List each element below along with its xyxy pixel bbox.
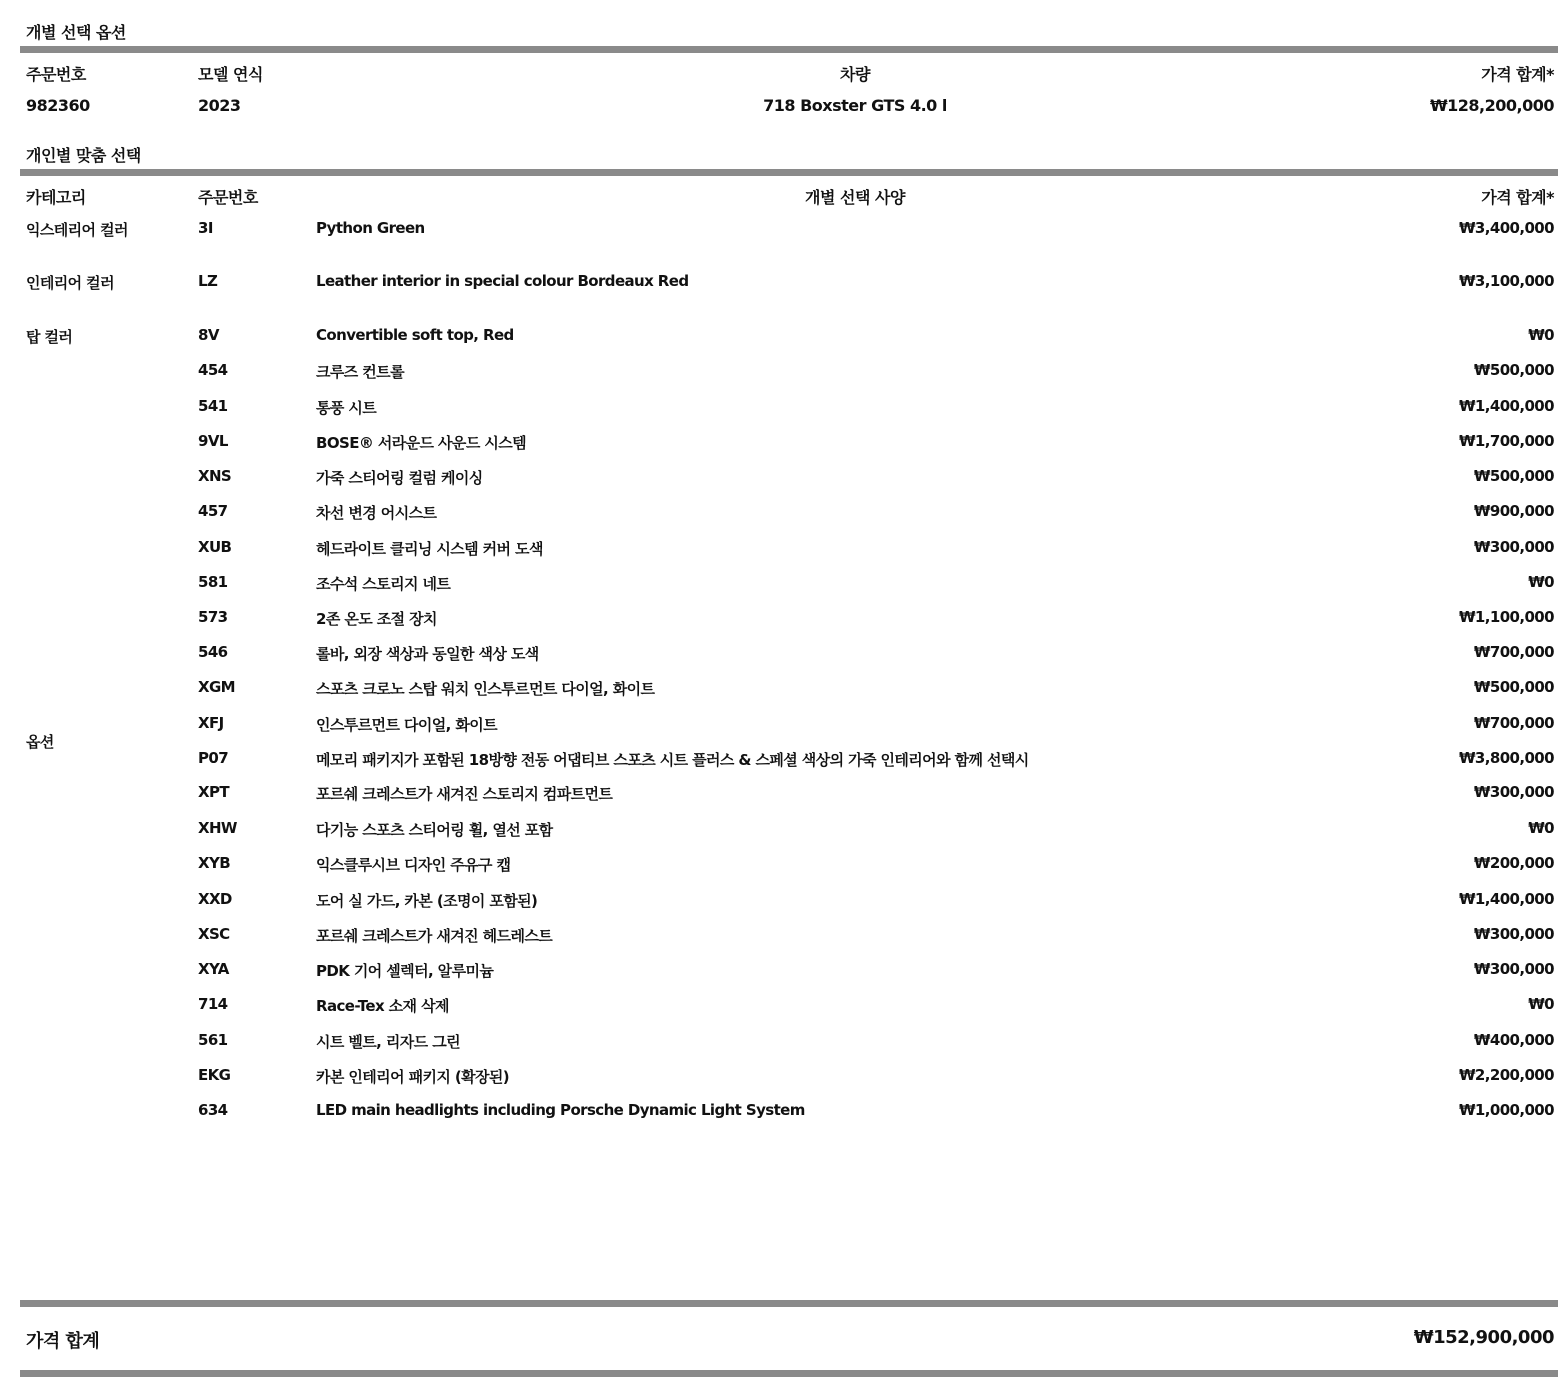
option-description: 헤드라이트 클리닝 시스템 커버 도색 xyxy=(316,540,543,558)
option-code: 8V xyxy=(198,326,219,344)
order-number-value: 982360 xyxy=(26,96,90,115)
option-code: 714 xyxy=(198,995,228,1013)
option-description: Leather interior in special colour Bordeaux Red xyxy=(316,272,689,290)
option-description: 카본 인테리어 패키지 (확장된) xyxy=(316,1068,510,1086)
option-code: 457 xyxy=(198,502,228,520)
option-code: XYA xyxy=(198,960,229,978)
category-exterior-color: 익스테리어 컬러 xyxy=(26,221,128,239)
category-options: 옵션 xyxy=(26,733,54,751)
option-price: ₩300,000 xyxy=(1473,960,1554,978)
option-code: 634 xyxy=(198,1101,228,1119)
header-vehicle: 차량 xyxy=(840,65,870,84)
option-description: 포르쉐 크레스트가 새겨진 스토리지 컴파트먼트 xyxy=(316,785,613,803)
section-divider xyxy=(20,169,1558,176)
section-title-personalization: 개인별 맞춤 선택 xyxy=(26,146,141,165)
total-divider-top xyxy=(20,1300,1558,1307)
option-price: ₩500,000 xyxy=(1473,467,1554,485)
option-price: ₩300,000 xyxy=(1473,783,1554,801)
option-price: ₩1,400,000 xyxy=(1458,397,1554,415)
option-price: ₩900,000 xyxy=(1473,502,1554,520)
total-divider-bottom xyxy=(20,1370,1558,1377)
base-price-value: ₩128,200,000 xyxy=(1430,96,1554,115)
option-price: ₩0 xyxy=(1528,819,1554,837)
option-description: 가죽 스티어링 컬럼 케이싱 xyxy=(316,469,483,487)
option-description: 다기능 스포츠 스티어링 휠, 열선 포함 xyxy=(316,821,553,839)
header-order-no: 주문번호 xyxy=(198,188,258,207)
option-code: XHW xyxy=(198,819,237,837)
section-divider xyxy=(20,46,1558,53)
total-value: ₩152,900,000 xyxy=(1413,1327,1554,1348)
option-price: ₩3,800,000 xyxy=(1458,749,1554,767)
option-description: Convertible soft top, Red xyxy=(316,326,514,344)
option-description: 2존 온도 조절 장치 xyxy=(316,610,437,628)
option-price: ₩500,000 xyxy=(1473,361,1554,379)
header-model-year: 모델 연식 xyxy=(198,65,263,84)
option-description: 통풍 시트 xyxy=(316,399,377,417)
option-price: ₩1,100,000 xyxy=(1458,608,1554,626)
option-description: Race-Tex 소재 삭제 xyxy=(316,997,449,1015)
header-price-total: 가격 합계* xyxy=(1481,65,1554,84)
option-description: 차선 변경 어시스트 xyxy=(316,504,437,522)
option-code: 573 xyxy=(198,608,228,626)
option-price: ₩1,400,000 xyxy=(1458,890,1554,908)
option-description: BOSE® 서라운드 사운드 시스템 xyxy=(316,434,527,452)
option-code: XFJ xyxy=(198,714,224,732)
option-price: ₩1,700,000 xyxy=(1458,432,1554,450)
option-description: PDK 기어 셀렉터, 알루미늄 xyxy=(316,962,494,980)
option-price: ₩300,000 xyxy=(1473,925,1554,943)
option-price: ₩0 xyxy=(1528,573,1554,591)
option-code: XSC xyxy=(198,925,230,943)
option-price: ₩0 xyxy=(1528,995,1554,1013)
option-code: P07 xyxy=(198,749,229,767)
option-code: 9VL xyxy=(198,432,228,450)
option-code: XYB xyxy=(198,854,231,872)
option-description: 조수석 스토리지 네트 xyxy=(316,575,451,593)
option-description: 도어 실 가드, 카본 (조명이 포함된) xyxy=(316,892,538,910)
option-price: ₩3,400,000 xyxy=(1458,219,1554,237)
total-label: 가격 합계 xyxy=(26,1331,100,1352)
option-code: 3I xyxy=(198,219,213,237)
option-description: 포르쉐 크레스트가 새겨진 헤드레스트 xyxy=(316,927,553,945)
option-price: ₩3,100,000 xyxy=(1458,272,1554,290)
option-code: 454 xyxy=(198,361,228,379)
option-price: ₩700,000 xyxy=(1473,643,1554,661)
option-price: ₩1,000,000 xyxy=(1458,1101,1554,1119)
vehicle-value: 718 Boxster GTS 4.0 l xyxy=(763,96,947,115)
option-price: ₩400,000 xyxy=(1473,1031,1554,1049)
header-order-no: 주문번호 xyxy=(26,65,86,84)
option-description: 인스투르먼트 다이얼, 화이트 xyxy=(316,716,498,734)
option-code: 581 xyxy=(198,573,228,591)
option-price: ₩300,000 xyxy=(1473,538,1554,556)
option-code: 561 xyxy=(198,1031,228,1049)
option-code: XXD xyxy=(198,890,232,908)
option-code: EKG xyxy=(198,1066,231,1084)
option-price: ₩500,000 xyxy=(1473,678,1554,696)
option-code: 541 xyxy=(198,397,228,415)
option-description: 크루즈 컨트롤 xyxy=(316,363,404,381)
header-spec: 개별 선택 사양 xyxy=(805,188,905,207)
model-year-value: 2023 xyxy=(198,96,241,115)
option-price: ₩700,000 xyxy=(1473,714,1554,732)
category-interior-color: 인테리어 컬러 xyxy=(26,274,114,292)
option-code: XNS xyxy=(198,467,232,485)
category-top-color: 탑 컬러 xyxy=(26,328,73,346)
option-description: 메모리 패키지가 포함된 18방향 전동 어댑티브 스포츠 시트 플러스 & 스페셜 색상의 가죽 인테리어와 함께 선택시 xyxy=(316,751,1029,769)
option-price: ₩0 xyxy=(1528,326,1554,344)
option-price: ₩200,000 xyxy=(1473,854,1554,872)
header-category: 카테고리 xyxy=(26,188,86,207)
option-description: 시트 벨트, 리자드 그린 xyxy=(316,1033,460,1051)
section-title-options: 개별 선택 옵션 xyxy=(26,23,126,42)
option-code: XPT xyxy=(198,783,229,801)
header-price-total: 가격 합계* xyxy=(1481,188,1554,207)
option-description: 스포츠 크로노 스탑 워치 인스투르먼트 다이얼, 화이트 xyxy=(316,680,655,698)
option-price: ₩2,200,000 xyxy=(1458,1066,1554,1084)
option-description: Python Green xyxy=(316,219,425,237)
option-description: 익스클루시브 디자인 주유구 캡 xyxy=(316,856,511,874)
option-code: XUB xyxy=(198,538,232,556)
option-description: LED main headlights including Porsche Dynamic Light System xyxy=(316,1101,805,1119)
option-code: XGM xyxy=(198,678,236,696)
option-description: 롤바, 외장 색상과 동일한 색상 도색 xyxy=(316,645,539,663)
option-code: 546 xyxy=(198,643,228,661)
option-code: LZ xyxy=(198,272,218,290)
